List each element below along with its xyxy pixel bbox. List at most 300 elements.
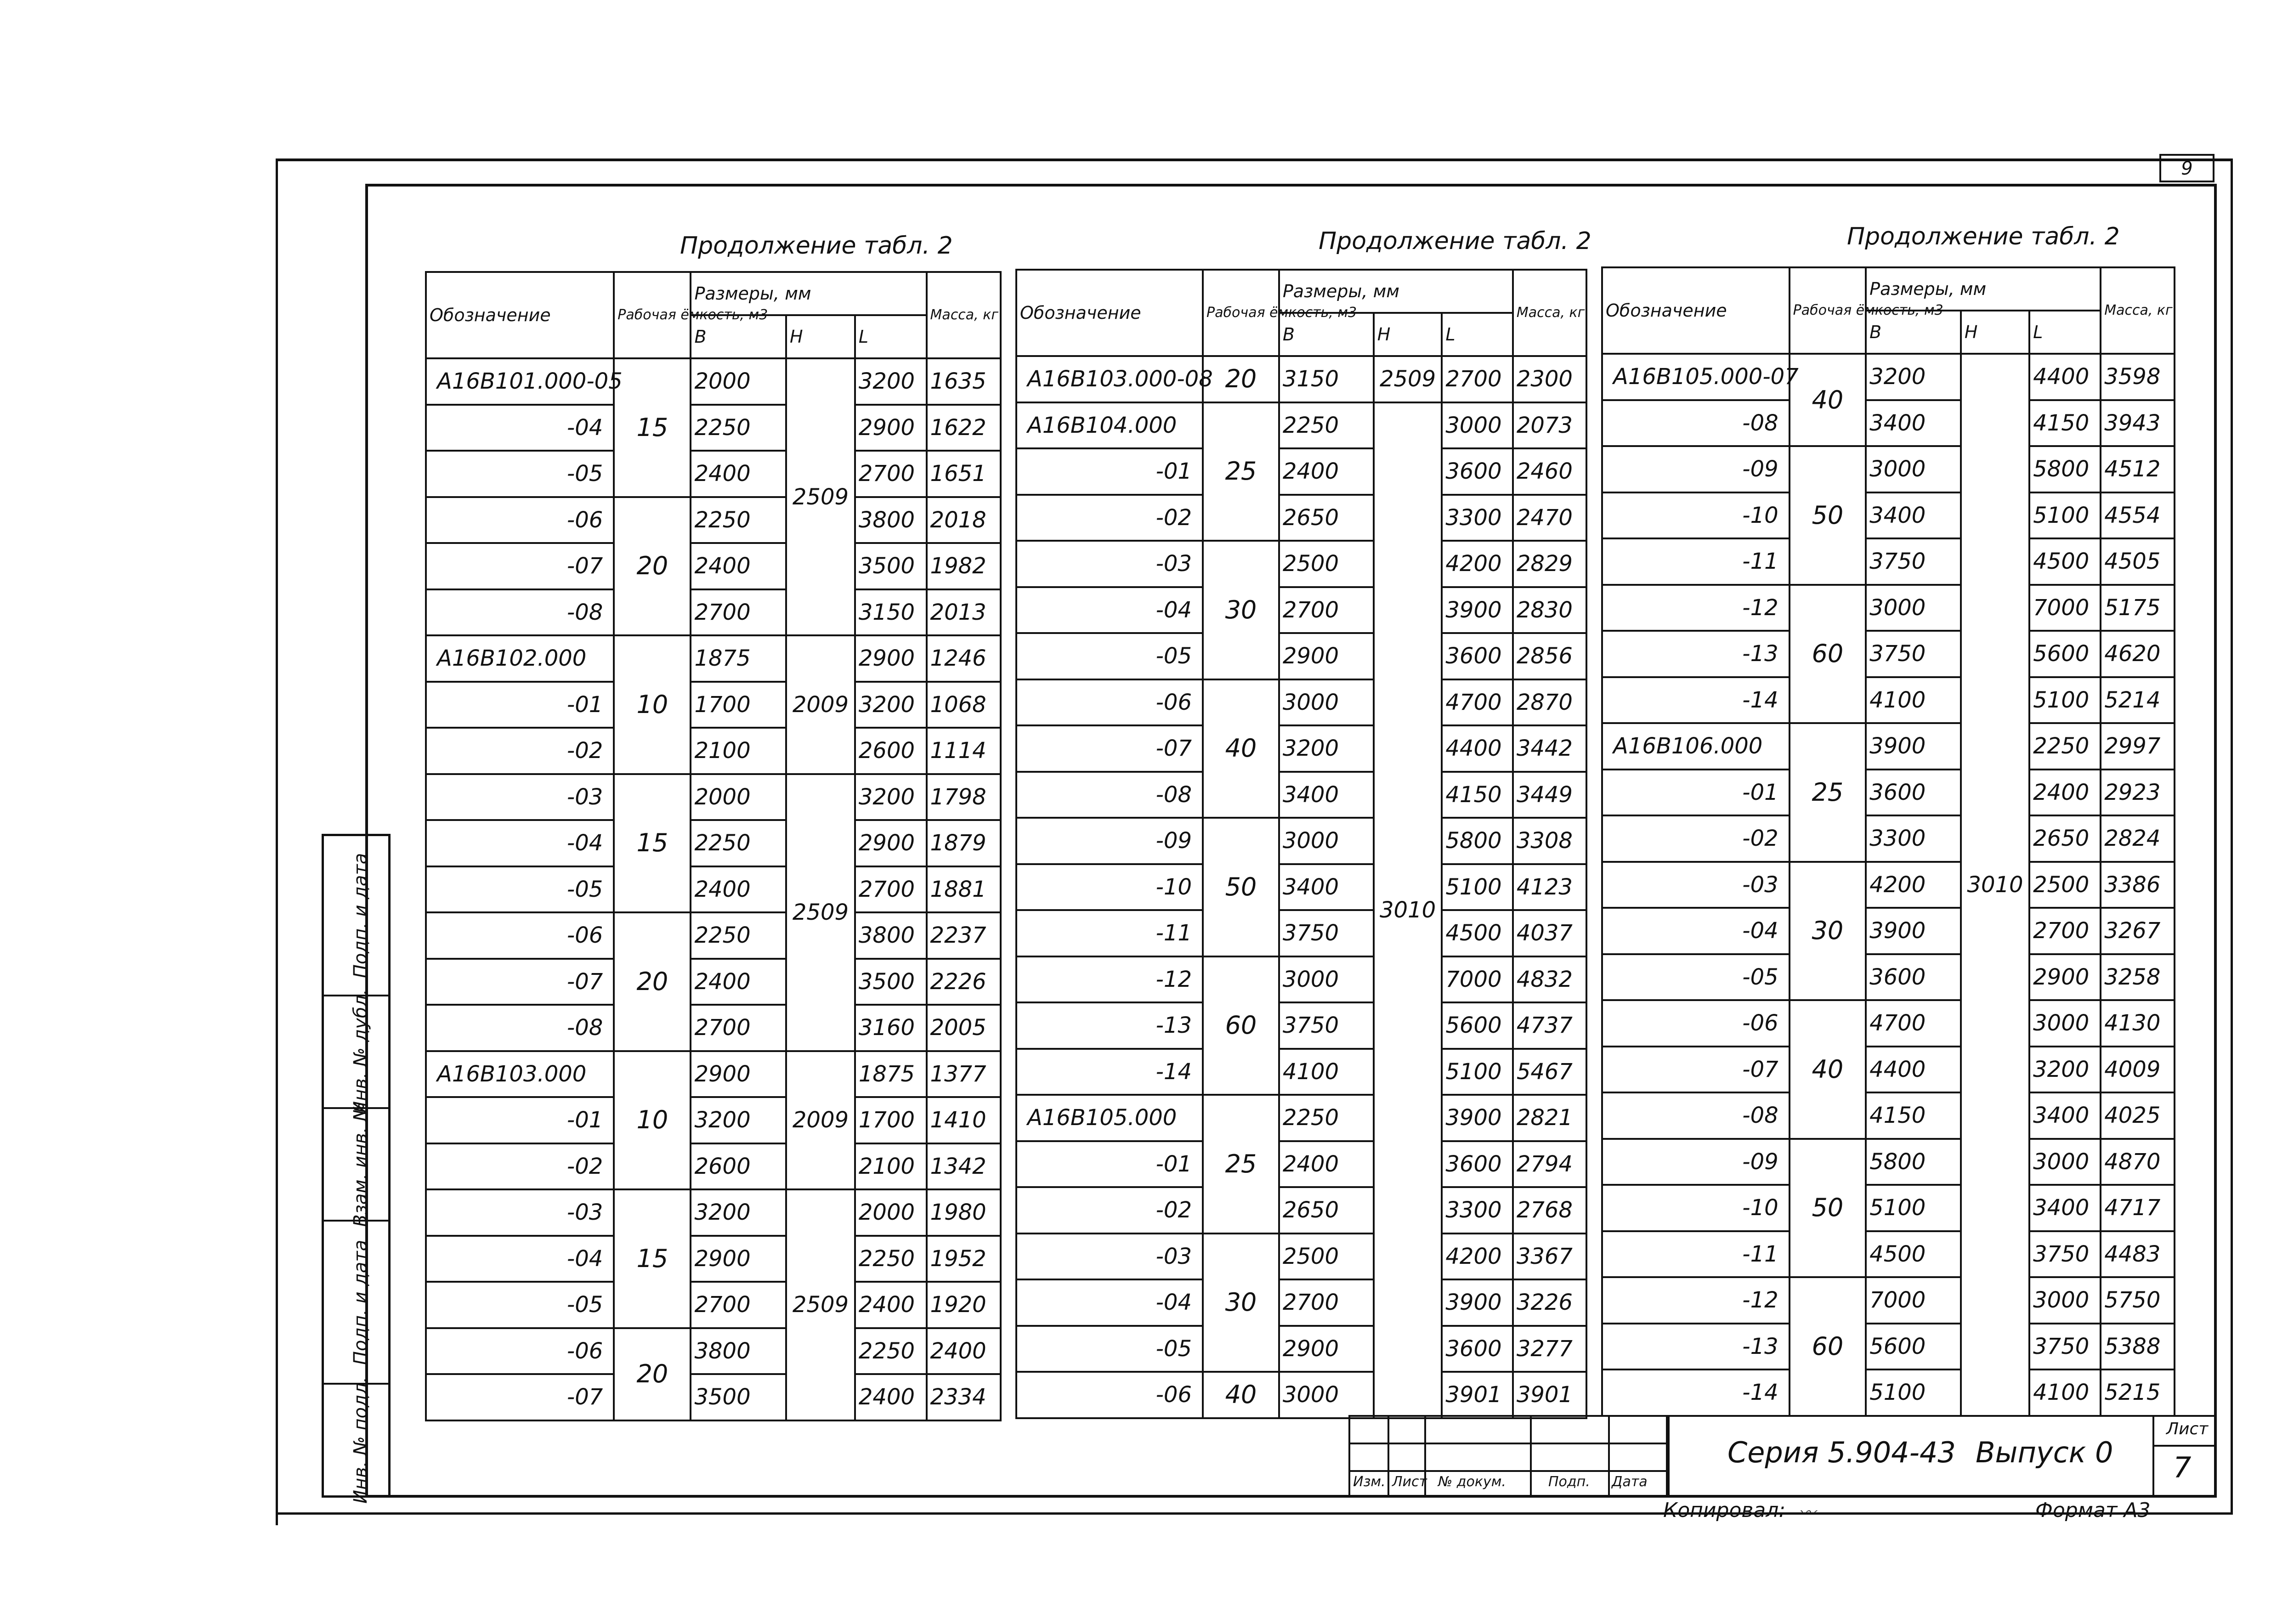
designation-cell: -09	[1602, 1139, 1790, 1185]
mass-cell: 3308	[1513, 818, 1586, 864]
length-l-cell: 3200	[855, 358, 927, 405]
table-row	[1016, 725, 1586, 772]
designation-cell: -07	[1602, 1047, 1790, 1093]
header-l: L	[2029, 311, 2101, 354]
width-b-cell: 5100	[1866, 1185, 1961, 1231]
width-b-cell: 3000	[1866, 446, 1961, 492]
length-l-cell: 4500	[1442, 910, 1512, 956]
length-l-cell: 2900	[855, 820, 927, 866]
width-b-cell: 3150	[1279, 356, 1374, 402]
table-row	[1602, 770, 2175, 816]
mass-cell: 2334	[927, 1374, 1001, 1420]
table-row	[1016, 1326, 1586, 1372]
header-mass: Масса, кг	[2101, 267, 2175, 354]
length-l-cell: 3500	[855, 959, 927, 1005]
length-l-cell: 7000	[1442, 956, 1512, 1003]
designation-cell: -12	[1602, 1277, 1790, 1324]
designation-cell: -12	[1602, 585, 1790, 631]
tb-label-doc: № докум.	[1438, 1474, 1506, 1490]
table-row	[1016, 1095, 1586, 1141]
width-b-cell: 3000	[1866, 585, 1961, 631]
designation-cell: -02	[1016, 495, 1203, 541]
table-row	[1016, 448, 1586, 495]
header-capacity: Рабочая ёмкость, м3	[1790, 267, 1866, 354]
width-b-cell: 3200	[1866, 354, 1961, 400]
table-row	[426, 497, 1001, 543]
length-l-cell: 2700	[855, 866, 927, 913]
width-b-cell: 1875	[691, 635, 786, 682]
height-h-cell: 3010	[1961, 354, 2029, 1416]
designation-cell: -01	[1602, 770, 1790, 816]
mass-cell: 1635	[927, 358, 1001, 405]
width-b-cell: 5600	[1866, 1324, 1961, 1370]
table-row	[426, 866, 1001, 913]
height-h-cell: 2509	[786, 358, 855, 635]
width-b-cell: 3900	[1866, 723, 1961, 770]
designation-cell: -13	[1602, 1324, 1790, 1370]
mass-cell: 5214	[2101, 677, 2175, 724]
length-l-cell: 3800	[855, 497, 927, 543]
width-b-cell: 2250	[691, 912, 786, 959]
length-l-cell: 3000	[1442, 402, 1512, 449]
copied-by-label: Копировал:	[1663, 1499, 1786, 1522]
mass-cell: 3258	[2101, 954, 2175, 1001]
table-caption-2: Продолжение табл. 2	[1319, 227, 1591, 255]
designation-cell: -05	[1602, 954, 1790, 1001]
length-l-cell: 5100	[2029, 492, 2101, 539]
height-h-cell: 2509	[1374, 356, 1442, 402]
designation-cell: -11	[1016, 910, 1203, 956]
capacity-cell: 15	[614, 1189, 691, 1328]
table-row	[1602, 446, 2175, 492]
mass-cell: 1114	[927, 728, 1001, 774]
mass-cell: 2923	[2101, 770, 2175, 816]
width-b-cell: 2250	[691, 497, 786, 543]
mass-cell: 1410	[927, 1097, 1001, 1143]
designation-cell: -03	[426, 1189, 614, 1236]
designation-cell: -13	[1016, 1002, 1203, 1049]
length-l-cell: 3150	[855, 589, 927, 636]
mass-cell: 2856	[1513, 633, 1586, 679]
width-b-cell: 3200	[1279, 725, 1374, 772]
length-l-cell: 3900	[1442, 1095, 1512, 1141]
table-row	[426, 1374, 1001, 1420]
mass-cell: 2470	[1513, 495, 1586, 541]
mass-cell: 1377	[927, 1051, 1001, 1098]
mass-cell: 4130	[2101, 1000, 2175, 1047]
width-b-cell: 3000	[1279, 956, 1374, 1003]
table-row	[1016, 772, 1586, 818]
length-l-cell: 2700	[1442, 356, 1512, 402]
designation-cell: -06	[426, 1328, 614, 1375]
side-stamp-cell: Инв. № дубл.	[324, 995, 388, 1107]
width-b-cell: 2250	[691, 820, 786, 866]
mass-cell: 2821	[1513, 1095, 1586, 1141]
mass-cell: 2829	[1513, 541, 1586, 587]
width-b-cell: 1700	[691, 682, 786, 728]
capacity-cell: 30	[1203, 541, 1279, 679]
designation-cell: -04	[426, 405, 614, 451]
table-row	[1016, 541, 1586, 587]
width-b-cell: 2900	[691, 1236, 786, 1282]
capacity-cell: 30	[1203, 1234, 1279, 1372]
length-l-cell: 2700	[855, 451, 927, 497]
length-l-cell: 5600	[2029, 631, 2101, 677]
capacity-cell: 10	[614, 1051, 691, 1190]
table-row	[426, 959, 1001, 1005]
designation-cell: -05	[426, 1282, 614, 1328]
tb-line	[1348, 1443, 1668, 1444]
width-b-cell: 3500	[691, 1374, 786, 1420]
table-row	[1016, 402, 1586, 449]
header-l: L	[1442, 313, 1512, 356]
width-b-cell: 2650	[1279, 1187, 1374, 1234]
length-l-cell: 3900	[1442, 1279, 1512, 1326]
mass-cell: 2237	[927, 912, 1001, 959]
table-row	[1016, 633, 1586, 679]
capacity-cell: 60	[1203, 956, 1279, 1095]
table-row	[1602, 677, 2175, 724]
table-row	[1016, 1049, 1586, 1095]
width-b-cell: 4400	[1866, 1047, 1961, 1093]
header-designation: Обозначение	[426, 272, 614, 358]
mass-cell: 3277	[1513, 1326, 1586, 1372]
designation-cell: -05	[426, 451, 614, 497]
length-l-cell: 4700	[1442, 679, 1512, 726]
header-b: B	[1866, 311, 1961, 354]
table-row	[426, 451, 1001, 497]
table-row	[1016, 495, 1586, 541]
issue-title: Выпуск 0	[1976, 1436, 2113, 1469]
width-b-cell: 2000	[691, 358, 786, 405]
table-row	[1602, 585, 2175, 631]
length-l-cell: 5800	[2029, 446, 2101, 492]
designation-cell: A16B105.000-07	[1602, 354, 1790, 400]
mass-cell: 5388	[2101, 1324, 2175, 1370]
length-l-cell: 2900	[2029, 954, 2101, 1001]
designation-cell: -06	[1016, 679, 1203, 726]
table-row	[1602, 631, 2175, 677]
length-l-cell: 3400	[2029, 1092, 2101, 1139]
designation-cell: -08	[426, 1005, 614, 1051]
mass-cell: 3367	[1513, 1234, 1586, 1280]
mass-cell: 1068	[927, 682, 1001, 728]
length-l-cell: 2250	[855, 1236, 927, 1282]
mass-cell: 1622	[927, 405, 1001, 451]
side-stamp-cell: Подп. и дата	[350, 853, 371, 978]
length-l-cell: 3200	[855, 774, 927, 820]
mass-cell: 3226	[1513, 1279, 1586, 1326]
table-row	[426, 358, 1001, 405]
table-row	[1602, 1231, 2175, 1278]
mass-cell: 2794	[1513, 1141, 1586, 1188]
mass-cell: 1881	[927, 866, 1001, 913]
header-capacity: Рабочая ёмкость, м3	[614, 272, 691, 358]
mass-cell: 1982	[927, 543, 1001, 589]
length-l-cell: 2000	[855, 1189, 927, 1236]
header-dimensions: Размеры, мм	[1866, 267, 2101, 311]
table-row	[1016, 1002, 1586, 1049]
length-l-cell: 4200	[1442, 1234, 1512, 1280]
width-b-cell: 2400	[1279, 1141, 1374, 1188]
designation-cell: -07	[426, 543, 614, 589]
width-b-cell: 5800	[1866, 1139, 1961, 1185]
mass-cell: 4717	[2101, 1185, 2175, 1231]
table-row	[426, 1328, 1001, 1375]
width-b-cell: 2500	[1279, 1234, 1374, 1280]
table-row	[1016, 356, 1586, 402]
width-b-cell: 2700	[691, 1282, 786, 1328]
height-h-cell: 3010	[1374, 402, 1442, 1418]
length-l-cell: 3500	[855, 543, 927, 589]
width-b-cell: 3800	[691, 1328, 786, 1375]
header-dimensions: Размеры, мм	[691, 272, 926, 315]
mass-cell: 2300	[1513, 356, 1586, 402]
header-h: H	[786, 315, 855, 358]
table-row	[1602, 1000, 2175, 1047]
width-b-cell: 3200	[691, 1097, 786, 1143]
width-b-cell: 4500	[1866, 1231, 1961, 1278]
designation-cell: A16B103.000	[426, 1051, 614, 1098]
table-row	[426, 1189, 1001, 1236]
table-row	[1602, 1185, 2175, 1231]
designation-cell: -14	[1016, 1049, 1203, 1095]
length-l-cell: 7000	[2029, 585, 2101, 631]
table-row	[426, 635, 1001, 682]
capacity-cell: 40	[1203, 679, 1279, 818]
capacity-cell: 20	[1203, 356, 1279, 402]
table-row	[1602, 1139, 2175, 1185]
mass-cell: 3449	[1513, 772, 1586, 818]
length-l-cell: 4200	[1442, 541, 1512, 587]
width-b-cell: 2400	[691, 866, 786, 913]
outer-right-line	[2231, 158, 2233, 1514]
table-row	[426, 682, 1001, 728]
side-stamp-cell: Подп. и дата	[324, 1220, 388, 1383]
mass-cell: 5215	[2101, 1369, 2175, 1416]
mass-cell: 4870	[2101, 1139, 2175, 1185]
designation-cell: -08	[426, 589, 614, 636]
capacity-cell: 50	[1790, 1139, 1866, 1278]
length-l-cell: 3600	[1442, 448, 1512, 495]
designation-cell: -03	[426, 774, 614, 820]
width-b-cell: 3400	[1279, 772, 1374, 818]
width-b-cell: 2700	[1279, 1279, 1374, 1326]
width-b-cell: 2100	[691, 728, 786, 774]
length-l-cell: 2100	[855, 1143, 927, 1190]
capacity-cell: 40	[1203, 1372, 1279, 1418]
designation-cell: -03	[1016, 1234, 1203, 1280]
designation-cell: -06	[1016, 1372, 1203, 1418]
width-b-cell: 3200	[691, 1189, 786, 1236]
length-l-cell: 3400	[2029, 1185, 2101, 1231]
width-b-cell: 2400	[1279, 448, 1374, 495]
designation-cell: -05	[426, 866, 614, 913]
mass-cell: 4505	[2101, 538, 2175, 585]
side-stamp	[322, 834, 391, 1504]
mass-cell: 1920	[927, 1282, 1001, 1328]
header-b: B	[1279, 313, 1374, 356]
table-row	[1016, 1279, 1586, 1326]
table-row	[426, 728, 1001, 774]
height-h-cell: 2509	[786, 774, 855, 1051]
designation-cell: -04	[426, 1236, 614, 1282]
width-b-cell: 3300	[1866, 815, 1961, 862]
designation-cell: -06	[426, 912, 614, 959]
mass-cell: 4512	[2101, 446, 2175, 492]
designation-cell: -01	[426, 1097, 614, 1143]
length-l-cell: 3200	[855, 682, 927, 728]
table-row	[1016, 864, 1586, 911]
header-mass: Масса, кг	[1513, 270, 1586, 356]
width-b-cell: 2650	[1279, 495, 1374, 541]
mass-cell: 3386	[2101, 862, 2175, 908]
outer-left-line	[276, 158, 278, 1525]
spec-table-2	[1015, 269, 1587, 1419]
length-l-cell: 3900	[1442, 587, 1512, 634]
designation-cell: -03	[1016, 541, 1203, 587]
designation-cell: -05	[1016, 633, 1203, 679]
table-row	[426, 405, 1001, 451]
table-row	[426, 1005, 1001, 1051]
tb-line	[1608, 1415, 1610, 1498]
mass-cell: 1879	[927, 820, 1001, 866]
mass-cell: 4037	[1513, 910, 1586, 956]
length-l-cell: 2400	[2029, 770, 2101, 816]
designation-cell: -10	[1602, 492, 1790, 539]
capacity-cell: 15	[614, 358, 691, 497]
mass-cell: 2830	[1513, 587, 1586, 634]
length-l-cell: 3300	[1442, 495, 1512, 541]
mass-cell: 1246	[927, 635, 1001, 682]
width-b-cell: 4200	[1866, 862, 1961, 908]
width-b-cell: 3000	[1279, 818, 1374, 864]
length-l-cell: 2250	[855, 1328, 927, 1375]
mass-cell: 4620	[2101, 631, 2175, 677]
designation-cell: -02	[426, 728, 614, 774]
width-b-cell: 2700	[691, 589, 786, 636]
width-b-cell: 2400	[691, 543, 786, 589]
tb-label-date: Дата	[1612, 1474, 1648, 1490]
table-row	[1602, 815, 2175, 862]
mass-cell: 3901	[1513, 1372, 1586, 1418]
table-row	[1016, 1141, 1586, 1188]
length-l-cell: 5100	[1442, 864, 1512, 911]
mass-cell: 2460	[1513, 448, 1586, 495]
height-h-cell: 2009	[786, 1051, 855, 1190]
designation-cell: -01	[1016, 1141, 1203, 1188]
table-row	[426, 1282, 1001, 1328]
table-row	[426, 543, 1001, 589]
mass-cell: 4483	[2101, 1231, 2175, 1278]
table-row	[426, 1051, 1001, 1098]
table-row	[1016, 1187, 1586, 1234]
header-mass: Масса, кг	[927, 272, 1001, 358]
tb-label-change: Изм.	[1353, 1474, 1386, 1490]
width-b-cell: 3600	[1866, 954, 1961, 1001]
mass-cell: 2018	[927, 497, 1001, 543]
mass-cell: 3943	[2101, 400, 2175, 447]
length-l-cell: 3200	[2029, 1047, 2101, 1093]
designation-cell: -10	[1602, 1185, 1790, 1231]
table-row	[1602, 400, 2175, 447]
width-b-cell: 2250	[1279, 402, 1374, 449]
table-row	[1602, 1369, 2175, 1416]
designation-cell: -02	[1016, 1187, 1203, 1234]
mass-cell: 2400	[927, 1328, 1001, 1375]
length-l-cell: 1875	[855, 1051, 927, 1098]
table-caption-3: Продолжение табл. 2	[1847, 223, 2120, 250]
width-b-cell: 2900	[1279, 1326, 1374, 1372]
length-l-cell: 3160	[855, 1005, 927, 1051]
designation-cell: -01	[1016, 448, 1203, 495]
mass-cell: 2870	[1513, 679, 1586, 726]
tb-line	[1348, 1470, 1668, 1472]
length-l-cell: 3000	[2029, 1277, 2101, 1324]
table-row	[1602, 954, 2175, 1001]
designation-cell: -04	[1016, 587, 1203, 634]
designation-cell: -05	[1016, 1326, 1203, 1372]
table-row	[1602, 1277, 2175, 1324]
length-l-cell: 2250	[2029, 723, 2101, 770]
capacity-cell: 25	[1203, 1095, 1279, 1234]
sheet-corner-box	[2159, 154, 2214, 182]
mass-cell: 2013	[927, 589, 1001, 636]
capacity-cell: 15	[614, 774, 691, 913]
table-row	[1602, 1092, 2175, 1139]
designation-cell: -11	[1602, 538, 1790, 585]
capacity-cell: 20	[614, 497, 691, 636]
length-l-cell: 2900	[855, 635, 927, 682]
height-h-cell: 2509	[786, 1189, 855, 1420]
width-b-cell: 2250	[1279, 1095, 1374, 1141]
designation-cell: -12	[1016, 956, 1203, 1003]
width-b-cell: 2900	[691, 1051, 786, 1098]
header-capacity: Рабочая ёмкость, м3	[1203, 270, 1279, 356]
length-l-cell: 3600	[1442, 1326, 1512, 1372]
length-l-cell: 5100	[2029, 677, 2101, 724]
designation-cell: A16B102.000	[426, 635, 614, 682]
capacity-cell: 60	[1790, 585, 1866, 724]
width-b-cell: 3750	[1279, 910, 1374, 956]
table-row	[1016, 818, 1586, 864]
designation-cell: -13	[1602, 631, 1790, 677]
mass-cell: 3598	[2101, 354, 2175, 400]
capacity-cell: 20	[614, 912, 691, 1051]
length-l-cell: 3000	[2029, 1000, 2101, 1047]
tb-line	[1530, 1415, 1532, 1498]
sheet-corner-number: 9	[2181, 158, 2193, 179]
width-b-cell: 3400	[1866, 492, 1961, 539]
length-l-cell: 3000	[2029, 1139, 2101, 1185]
mass-cell: 4025	[2101, 1092, 2175, 1139]
width-b-cell: 4700	[1866, 1000, 1961, 1047]
table-row	[1016, 679, 1586, 726]
tb-sheet-divider	[2152, 1415, 2154, 1498]
mass-cell: 3267	[2101, 908, 2175, 954]
length-l-cell: 3800	[855, 912, 927, 959]
designation-cell: -04	[1016, 1279, 1203, 1326]
width-b-cell: 2500	[1279, 541, 1374, 587]
capacity-cell: 25	[1203, 402, 1279, 541]
capacity-cell: 10	[614, 635, 691, 774]
table-row	[1602, 862, 2175, 908]
table-row	[1602, 723, 2175, 770]
length-l-cell: 4500	[2029, 538, 2101, 585]
capacity-cell: 50	[1790, 446, 1866, 585]
table-row	[426, 774, 1001, 820]
width-b-cell: 2600	[691, 1143, 786, 1190]
